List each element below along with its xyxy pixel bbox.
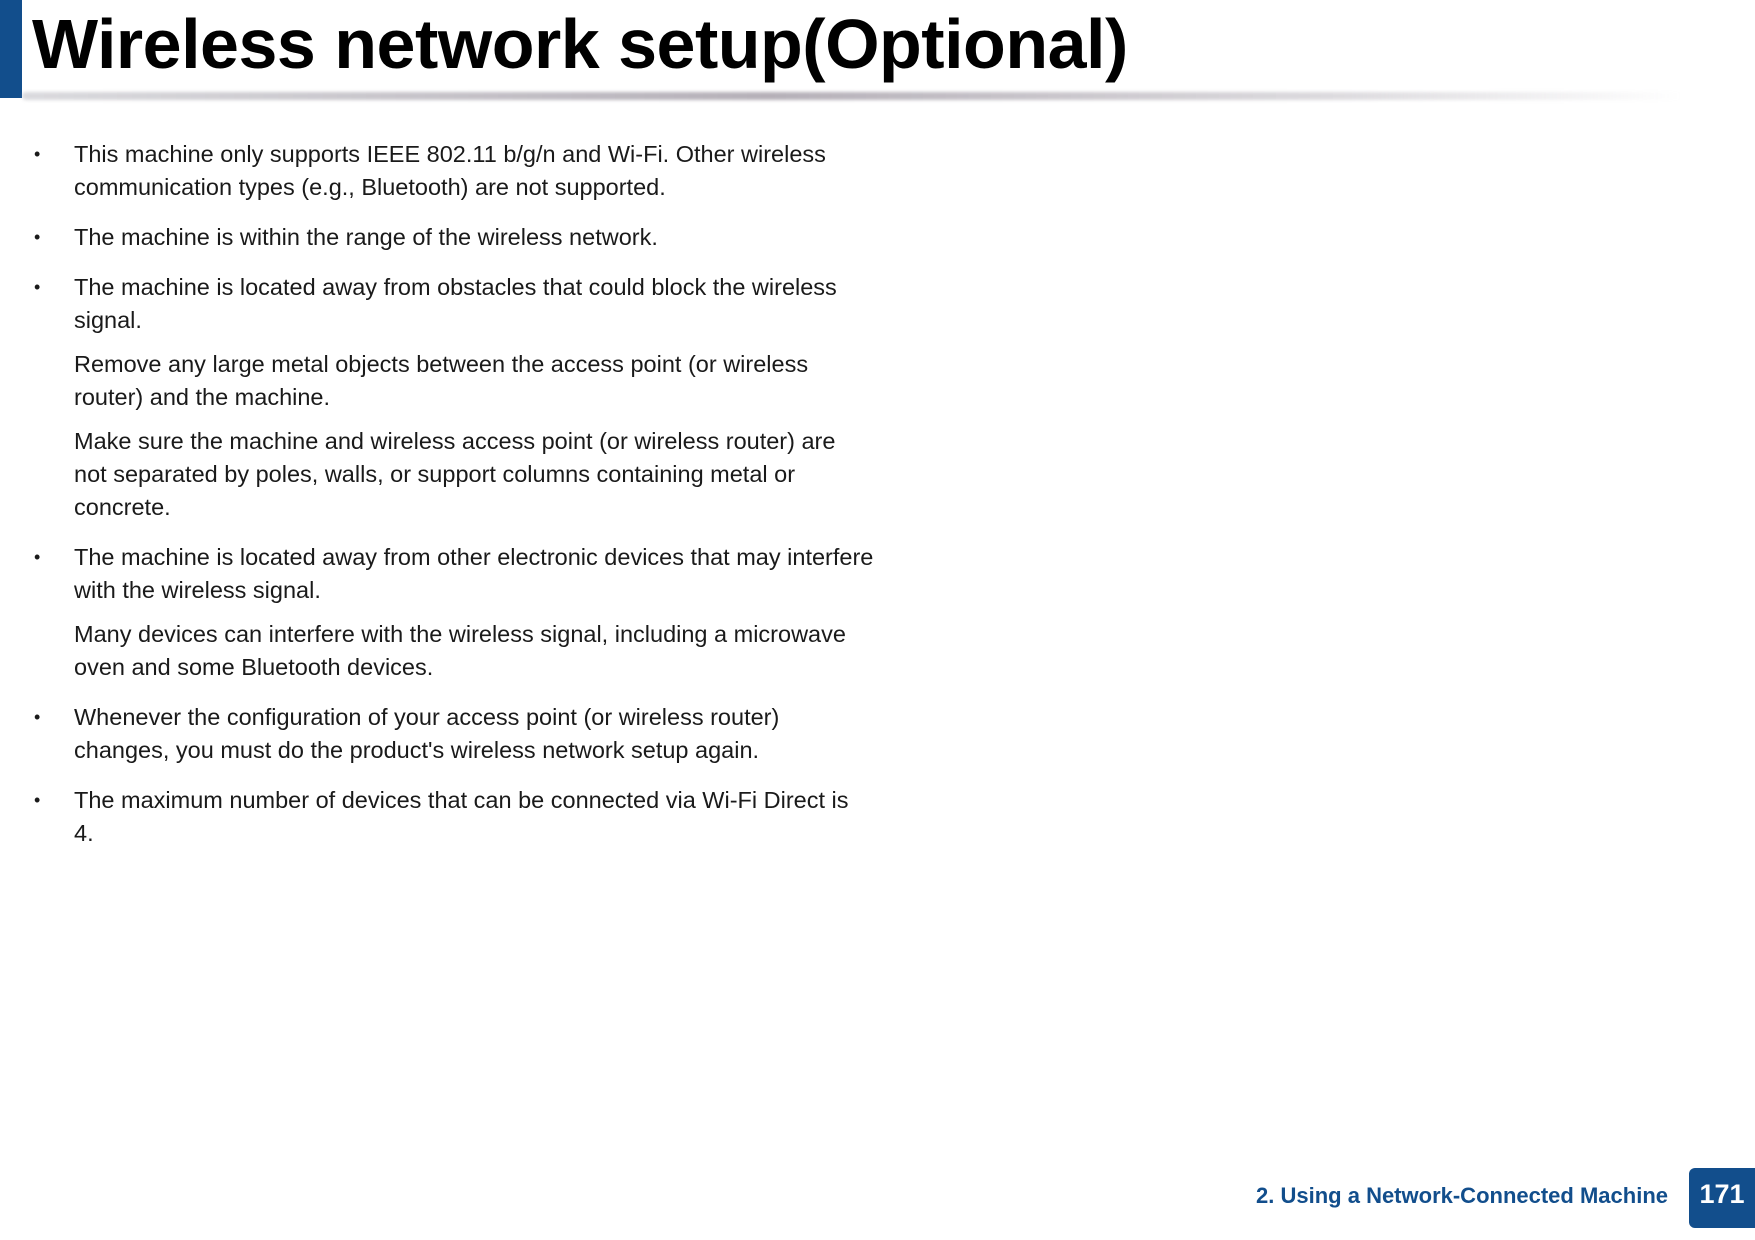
bullet-marker: • [34, 790, 41, 810]
bullet-item-5 [34, 701, 874, 767]
title-underline-rule [22, 92, 1682, 100]
bullet-marker: • [34, 227, 41, 247]
bullet-text: The maximum number of devices that can be connected via Wi-Fi Direct is 4. [74, 787, 849, 846]
bullet-list [34, 138, 874, 867]
page-title: Wireless network setup(Optional) [32, 5, 1128, 83]
bullet-sub-paragraph: Many devices can interfere with the wireless signal, including a microwave oven and some Bluetooth devices. [74, 621, 846, 680]
bullet-marker: • [34, 707, 41, 727]
page-number-badge: 171 [1689, 1168, 1755, 1228]
bullet-item-1 [34, 138, 874, 204]
bullet-marker: • [34, 144, 41, 164]
bullet-text: The machine is located away from obstacles that could block the wireless signal. [74, 274, 837, 333]
bullet-item-6 [34, 784, 874, 850]
bullet-sub-paragraph: Make sure the machine and wireless access point (or wireless router) are not separated by poles, walls, or support columns containing metal or concrete. [74, 428, 836, 520]
bullet-text: This machine only supports IEEE 802.11 b/g/n and Wi-Fi. Other wireless communication types (e.g., Bluetooth) are not supported. [74, 141, 826, 200]
title-accent-bar [0, 0, 22, 98]
footer-chapter-link[interactable]: 2. Using a Network-Connected Machine [1256, 1183, 1668, 1208]
bullet-text: Whenever the configuration of your access point (or wireless router) changes, you must do the product's wireless network setup again. [74, 704, 780, 763]
bullet-item-3 [34, 271, 874, 524]
bullet-sub-paragraph: Remove any large metal objects between the access point (or wireless router) and the machine. [74, 351, 809, 410]
bullet-marker: • [34, 277, 41, 297]
bullet-text: The machine is located away from other electronic devices that may interfere with the wireless signal. [74, 544, 874, 603]
bullet-text: The machine is within the range of the wireless network. [74, 224, 658, 250]
bullet-item-4 [34, 541, 874, 684]
bullet-item-2 [34, 221, 874, 254]
bullet-marker: • [34, 547, 41, 567]
